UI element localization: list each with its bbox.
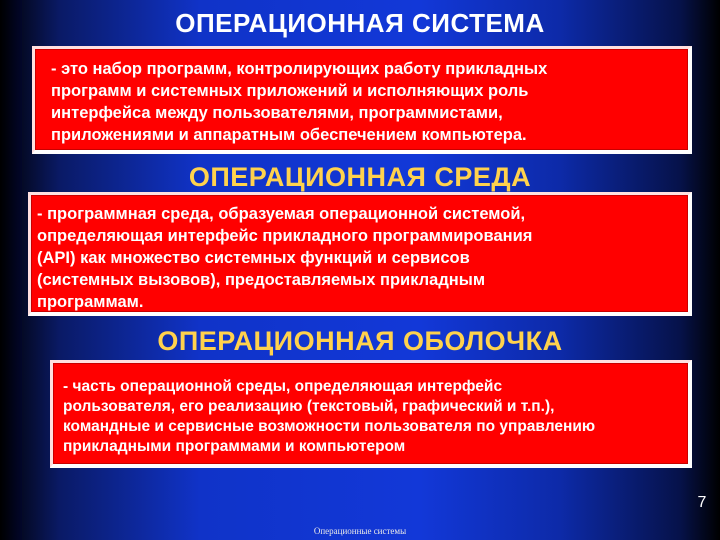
definition-box-environment	[28, 192, 692, 316]
definition-text-shell: - часть операционной среды, определяющая интерфейс pользователя, его реализацию (текстовый, графический и т.п.), командные и сервисные возможности пользователя по управлению прикладными программами и компьютером	[63, 378, 596, 455]
left-dark-strip	[0, 0, 22, 540]
definition-text-environment: - программная среда, образуемая операционной системой, определяющая интерфейс прикладного программирования (API) как множество системных функций и сервисов (системных вызовов), предоставляемых прикладным программам.	[37, 205, 533, 311]
definition-text-os: - это набор программ, контролирующих работу прикладных программ и системных приложений и исполняющих роль интерфейса между пользователями, программистами, приложениями и аппаратным обеспечением компьютера.	[51, 60, 548, 144]
subtitle-operating-environment: ОПЕРАЦИОННАЯ СРЕДА	[188, 162, 532, 192]
footer-text: Операционные системы	[313, 526, 407, 536]
page-number: 7	[697, 494, 707, 511]
definition-box-shell	[50, 360, 692, 468]
subtitle-operating-shell: ОПЕРАЦИОННАЯ ОБОЛОЧКА	[157, 326, 563, 356]
definition-box-os	[32, 46, 692, 154]
slide-title: ОПЕРАЦИОННАЯ СИСТЕМА	[175, 8, 545, 38]
